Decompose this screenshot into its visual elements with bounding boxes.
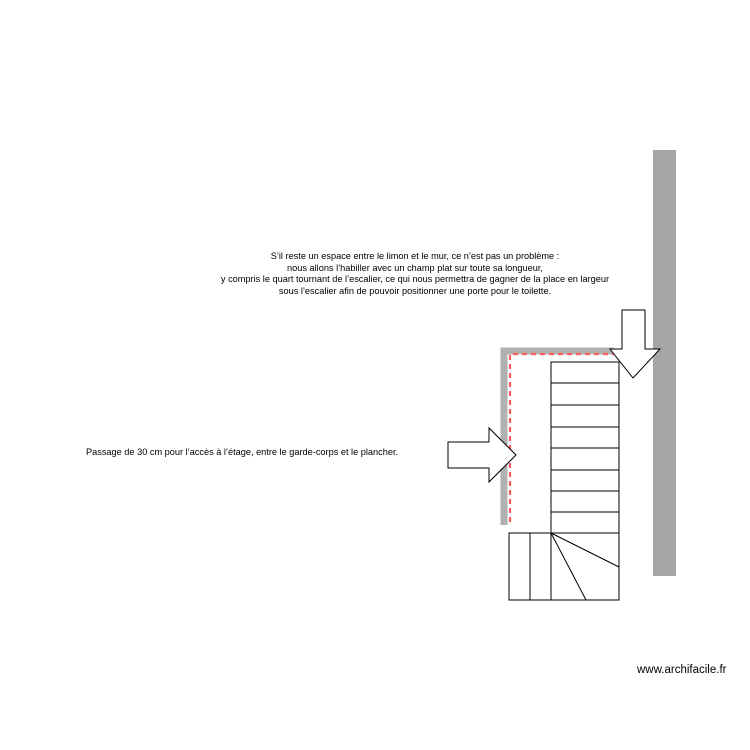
- passage-note: Passage de 30 cm pour l’accès à l’étage, entre le garde-corps et le plancher.: [86, 447, 399, 457]
- stair-flight: [551, 362, 619, 533]
- annotation-line: y compris le quart tournant de l’escalier, ce qui nous permettra de gagner de la place en largeur: [220, 274, 610, 285]
- annotation-line: nous allons l’habiller avec un champ plat sur toute sa longueur,: [287, 262, 543, 273]
- annotation-line: sous l’escalier afin de pouvoir positionner une porte pour le toilette.: [278, 285, 552, 296]
- arrow-down-icon: [610, 310, 660, 378]
- annotation-line: S’il reste un espace entre le limon et le mur, ce n’est pas un problème :: [270, 251, 560, 261]
- annotation-note: [190, 251, 640, 297]
- watermark: www.archifacile.fr: [637, 664, 727, 676]
- guard-rail-dash: [510, 354, 614, 522]
- wall: [653, 150, 676, 576]
- stair-quarter-turn: [509, 533, 619, 600]
- guard-rail: [504, 351, 614, 525]
